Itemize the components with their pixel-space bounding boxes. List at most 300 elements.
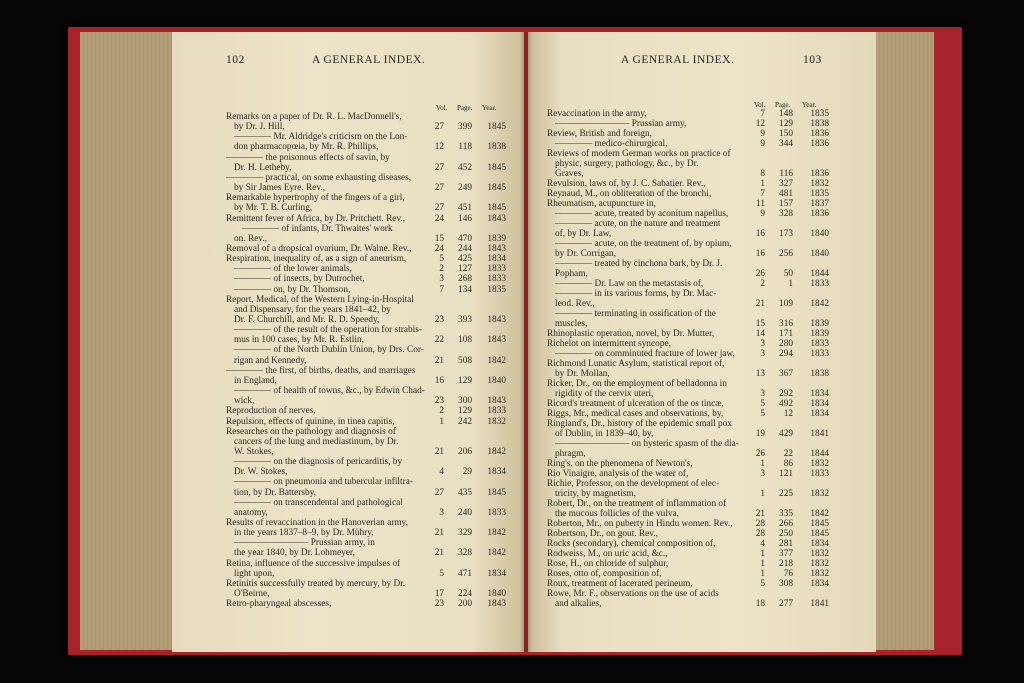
entry-text: in England, [234, 375, 277, 386]
entry-year: 1833 [810, 349, 829, 359]
entry-volume: 15 [434, 233, 444, 244]
entry-text: Rocks (secondary), chemical composition of, [547, 539, 716, 549]
entry-page: 171 [779, 329, 793, 339]
entry-year: 1832 [810, 549, 829, 559]
entry-volume: 27 [434, 162, 444, 173]
entry-page: 129 [458, 406, 472, 417]
entry-text: ———— acute, on the nature and treatment [555, 219, 721, 229]
entry-text: Reviews of modern German works on practice of [547, 149, 731, 159]
entry-text: Rodweiss, M., on uric acid, &c., [547, 549, 668, 559]
entry-year: 1832 [810, 489, 829, 499]
entry-text: Robertson, Dr., on gout. Rev., [547, 529, 658, 539]
entry-year: 1845 [810, 519, 829, 529]
entry-volume: 24 [434, 213, 444, 224]
entry-text: Rhinoplastic operation, novel, by Dr. Mutter, [547, 329, 715, 339]
entry-volume: 1 [760, 489, 765, 499]
entry-volume: 16 [755, 229, 765, 239]
entry-text: Roberton, Mr., on puberty in Hindu women. Rev., [547, 519, 733, 529]
entry-text: Ring's, on the phenomena of Newton's, [547, 459, 693, 469]
entry-page: 470 [458, 233, 472, 244]
entry-volume: 12 [434, 142, 444, 153]
entry-year: 1845 [487, 183, 506, 194]
entry-volume: 23 [434, 599, 444, 610]
entry-year: 1840 [487, 589, 506, 600]
entry-volume: 23 [434, 396, 444, 407]
entry-year: 1838 [487, 142, 506, 153]
entry-text: O'Beirne, [234, 589, 270, 600]
entry-text: wick, [234, 396, 255, 407]
entry-text: of Dublin, in 1839–40, by, [555, 429, 654, 439]
entry-text: W. Stokes, [234, 446, 274, 457]
entry-text: Richelot on intermittent syncope, [547, 339, 671, 349]
entry-year: 1839 [810, 319, 829, 329]
right-page-number: 103 [803, 54, 822, 66]
entry-volume: 3 [760, 469, 765, 479]
entry-page: 12 [783, 409, 793, 419]
entry-year: 1845 [487, 203, 506, 214]
entry-text: Revaccination in the army, [547, 109, 647, 119]
entry-volume: 27 [434, 487, 444, 498]
entry-year: 1844 [810, 449, 829, 459]
entry-text: by Dr. Mollan, [555, 369, 610, 379]
entry-text: ———— of the lower animals, [234, 264, 352, 275]
entry-year: 1835 [810, 189, 829, 199]
entry-page: 206 [458, 446, 472, 457]
entry-text: Richmond Lunatic Asylum, statistical report of, [547, 359, 725, 369]
entry-year: 1840 [810, 249, 829, 259]
entry-year: 1836 [810, 169, 829, 179]
entry-text: ———— on the diagnosis of pericarditis, by [234, 457, 403, 468]
entry-year: 1842 [487, 548, 506, 559]
entry-text: Popham, [555, 269, 588, 279]
entry-year: 1843 [487, 396, 506, 407]
entry-text: Remarkable hypertrophy of the fingers of a girl, [226, 193, 405, 204]
entry-year: 1843 [487, 335, 506, 346]
entry-year: 1841 [810, 429, 829, 439]
entry-year: 1842 [487, 446, 506, 457]
entry-text: Reproduction of nerves, [226, 406, 316, 417]
entry-text: by Mr. T. B. Curling, [234, 203, 313, 214]
entry-year: 1834 [810, 539, 829, 549]
entry-year: 1832 [810, 459, 829, 469]
entry-text: Remittent fever of Africa, by Dr. Pritchett. Rev., [226, 213, 406, 224]
entry-year: 1839 [487, 233, 506, 244]
entry-text: Retinitis successfully treated by mercury, by Dr. [226, 578, 406, 589]
entry-volume: 5 [439, 254, 444, 265]
entry-text: Robert, Dr., on the treatment of inflammation of [547, 499, 727, 509]
entry-year: 1842 [810, 509, 829, 519]
entry-page: 86 [783, 459, 793, 469]
entry-text: Roses, otto of, composition of, [547, 569, 662, 579]
entry-text: and Dispensary, for the years 1841–42, by [234, 304, 391, 315]
entry-volume: 1 [439, 416, 444, 427]
entry-text: Ricord's treatment of ulceration of the os tincæ, [547, 399, 724, 409]
entry-text: rigidity of the cervix uteri, [555, 389, 654, 399]
entry-text: ———— of infants, Dr. Thwaites' work [242, 223, 393, 234]
entry-page: 127 [458, 264, 472, 275]
entry-page: 266 [779, 519, 793, 529]
entry-volume: 5 [439, 568, 444, 579]
entry-year: 1832 [810, 559, 829, 569]
entry-text: Dr. W. Stokes, [234, 467, 288, 478]
entry-page: 146 [458, 213, 472, 224]
entry-year: 1840 [487, 375, 506, 386]
entry-volume: 5 [760, 409, 765, 419]
entry-page: 328 [779, 209, 793, 219]
entry-volume: 19 [755, 429, 765, 439]
entry-year: 1834 [487, 254, 506, 265]
left-col-vol: Vol. [436, 104, 448, 112]
entry-year: 1832 [810, 569, 829, 579]
entry-volume: 4 [439, 467, 444, 478]
entry-text: ———— on comminuted fracture of lower jaw, [555, 349, 735, 359]
entry-text: the year 1840, by Dr. Lohmeyer, [234, 548, 355, 559]
entry-year: 1834 [810, 409, 829, 419]
entry-page: 249 [458, 183, 472, 194]
right-index-entries [547, 109, 829, 614]
entry-text: by Dr. J. Hill, [234, 122, 285, 133]
entry-text: in the years 1837–8–9, by Dr. Mühry, [234, 528, 374, 539]
entry-page: 224 [458, 589, 472, 600]
entry-page: 225 [779, 489, 793, 499]
entry-volume: 2 [439, 264, 444, 275]
entry-text: ———— on pneumonia and tubercular infiltra- [234, 477, 413, 488]
entry-year: 1833 [487, 406, 506, 417]
entry-year: 1834 [810, 389, 829, 399]
entry-year: 1845 [487, 122, 506, 133]
entry-page: 277 [779, 599, 793, 609]
entry-volume: 13 [755, 369, 765, 379]
entry-year: 1843 [487, 213, 506, 224]
page-edges-right [872, 32, 934, 650]
entry-volume: 7 [760, 109, 765, 119]
entry-page: 250 [779, 529, 793, 539]
entry-page: 121 [779, 469, 793, 479]
entry-volume: 17 [434, 589, 444, 600]
entry-page: 344 [779, 139, 793, 149]
entry-page: 328 [458, 548, 472, 559]
entry-volume: 3 [760, 389, 765, 399]
entry-volume: 1 [760, 569, 765, 579]
right-running-title: A GENERAL INDEX. [621, 54, 735, 66]
entry-volume: 16 [434, 375, 444, 386]
entry-text: ———— the poisonous effects of savin, by [226, 152, 390, 163]
entry-text: Remarks on a paper of Dr. R. L. MacDonnell's, [226, 112, 402, 122]
entry-volume: 15 [755, 319, 765, 329]
entry-text: ———— of the North Dublin Union, by Drs. Cor- [234, 345, 424, 356]
entry-year: 1836 [810, 139, 829, 149]
entry-volume: 2 [760, 279, 765, 289]
entry-text: ———— Dr. Law on the metastasis of, [555, 279, 704, 289]
entry-volume: 27 [434, 203, 444, 214]
entry-text: Roux, treatment of lacerated perineum, [547, 579, 693, 589]
entry-page: 116 [779, 169, 793, 179]
entry-volume: 21 [755, 509, 765, 519]
entry-text: Removal of a dropsical ovarium, Dr. Walne. Rev., [226, 243, 412, 254]
entry-volume: 9 [760, 129, 765, 139]
entry-year: 1842 [487, 528, 506, 539]
entry-page: 425 [458, 254, 472, 265]
entry-page: 50 [783, 269, 793, 279]
entry-volume: 18 [755, 599, 765, 609]
entry-text: Respiration, inequality of, as a sign of aneurism, [226, 254, 407, 265]
entry-text: don pharmacopœia, by Mr. R. Phillips, [234, 142, 379, 153]
entry-year: 1838 [810, 369, 829, 379]
entry-text: ———————— on hysteric spasm of the dia- [555, 439, 739, 449]
entry-year: 1833 [487, 264, 506, 275]
entry-page: 242 [458, 416, 472, 427]
entry-page: 435 [458, 487, 472, 498]
entry-page: 492 [779, 399, 793, 409]
entry-page: 157 [779, 199, 793, 209]
entry-text: ———— of the result of the operation for strabis- [234, 325, 422, 336]
entry-text: Dr. H. Letheby, [234, 162, 292, 173]
entry-year: 1833 [810, 469, 829, 479]
entry-page: 508 [458, 355, 472, 366]
entry-text: cancers of the lung and mediastinum, by Dr. [234, 436, 399, 447]
entry-volume: 11 [756, 199, 765, 209]
right-col-page: Page. [775, 101, 791, 109]
entry-page: 335 [779, 509, 793, 519]
entry-text: ———— treated by cinchona bark, by Dr. J. [555, 259, 723, 269]
entry-year: 1832 [487, 416, 506, 427]
entry-year: 1843 [487, 315, 506, 325]
entry-volume: 23 [434, 315, 444, 325]
entry-text: Richie, Professor, on the development of elec- [547, 479, 720, 489]
entry-text: ———————— Prussian army, in [234, 538, 375, 549]
entry-text: mus in 100 cases, by Mr. R. Estlin, [234, 335, 364, 346]
entry-text: Retina, influence of the successive impulses of [226, 558, 401, 569]
entry-volume: 7 [439, 284, 444, 295]
index-entry [226, 599, 506, 610]
entry-volume: 1 [760, 549, 765, 559]
entry-page: 268 [458, 274, 472, 285]
entry-volume: 24 [434, 243, 444, 254]
entry-page: 452 [458, 162, 472, 173]
entry-page: 280 [779, 339, 793, 349]
book-gutter [520, 32, 532, 652]
entry-volume: 27 [434, 183, 444, 194]
entry-page: 118 [458, 142, 472, 153]
entry-year: 1835 [810, 109, 829, 119]
entry-text: ———— practical, on some exhausting diseases, [226, 172, 412, 183]
entry-volume: 3 [760, 349, 765, 359]
entry-volume: 21 [434, 548, 444, 559]
entry-year: 1841 [810, 599, 829, 609]
entry-text: Report, Medical, of the Western Lying-in-Hospital [226, 294, 414, 305]
entry-year: 1837 [810, 199, 829, 209]
entry-text: light upon, [234, 568, 275, 579]
entry-year: 1840 [810, 229, 829, 239]
entry-text: tricity, by magnetism, [555, 489, 636, 499]
entry-year: 1833 [487, 507, 506, 518]
entry-text: muscles, [555, 319, 588, 329]
entry-volume: 28 [755, 529, 765, 539]
entry-volume: 2 [439, 406, 444, 417]
entry-volume: 21 [434, 446, 444, 457]
entry-page: 481 [779, 189, 793, 199]
entry-text: leod. Rev., [555, 299, 595, 309]
entry-year: 1843 [487, 243, 506, 254]
entry-year: 1833 [810, 339, 829, 349]
entry-text: Graves, [555, 169, 584, 179]
entry-year: 1842 [810, 299, 829, 309]
entry-page: 129 [458, 375, 472, 386]
entry-text: ———— on, by Dr. Thomson, [234, 284, 351, 295]
entry-volume: 27 [434, 122, 444, 133]
entry-page: 256 [779, 249, 793, 259]
entry-volume: 7 [760, 189, 765, 199]
entry-volume: 21 [434, 355, 444, 366]
entry-text: ———— acute, treated by aconitum napellus, [555, 209, 729, 219]
entry-volume: 14 [755, 329, 765, 339]
entry-year: 1843 [487, 599, 506, 610]
entry-year: 1844 [810, 269, 829, 279]
entry-volume: 4 [760, 539, 765, 549]
entry-year: 1833 [487, 274, 506, 285]
entry-page: 327 [779, 179, 793, 189]
entry-year: 1838 [810, 119, 829, 129]
entry-text: physic, surgery, pathology, &c., by Dr. [555, 159, 699, 169]
entry-text: Rio Vinaigre, analysis of the water of, [547, 469, 689, 479]
entry-volume: 5 [760, 579, 765, 589]
entry-volume: 1 [760, 559, 765, 569]
entry-text: ———— on transcendental and pathological [234, 497, 403, 508]
entry-page: 429 [779, 429, 793, 439]
entry-volume: 9 [760, 139, 765, 149]
entry-volume: 16 [755, 249, 765, 259]
left-col-page: Page. [457, 104, 473, 112]
entry-volume: 9 [760, 209, 765, 219]
entry-page: 377 [779, 549, 793, 559]
entry-volume: 26 [755, 449, 765, 459]
entry-page: 148 [779, 109, 793, 119]
entry-page: 399 [458, 122, 472, 133]
entry-text: Review, British and foreign, [547, 129, 652, 139]
entry-text: ———— the first, of births, deaths, and marriages [226, 365, 416, 376]
entry-volume: 21 [434, 528, 444, 539]
entry-year: 1833 [810, 279, 829, 289]
entry-volume: 22 [434, 335, 444, 346]
entry-text: ———— of health of towns, &c., by Edwin Chad- [234, 386, 425, 397]
entry-page: 76 [783, 569, 793, 579]
entry-page: 300 [458, 396, 472, 407]
entry-volume: 1 [760, 459, 765, 469]
entry-page: 134 [458, 284, 472, 295]
page-edges-left [80, 32, 175, 650]
entry-page: 200 [458, 599, 472, 610]
entry-text: Rheumatism, acupuncture in, [547, 199, 656, 209]
entry-year: 1834 [487, 467, 506, 478]
entry-page: 451 [458, 203, 472, 214]
entry-text: ———————— Prussian army, [555, 119, 687, 129]
entry-year: 1842 [487, 355, 506, 366]
entry-page: 294 [779, 349, 793, 359]
entry-text: by Dr. Corrigan, [555, 249, 616, 259]
entry-year: 1834 [487, 568, 506, 579]
entry-text: Ricker, Dr., on the employment of belladonna in [547, 379, 727, 389]
entry-text: ———— in its various forms, by Dr. Mac- [555, 289, 717, 299]
entry-text: rigan and Kennedy, [234, 355, 307, 366]
entry-page: 329 [458, 528, 472, 539]
entry-year: 1835 [487, 284, 506, 295]
entry-page: 393 [458, 315, 472, 325]
entry-text: Dr. F. Churchill, and Mr. R. D. Speedy, [234, 315, 380, 325]
entry-text: Ringland's, Dr., history of the epidemic small pox [547, 419, 733, 429]
entry-page: 108 [458, 335, 472, 346]
entry-text: on. Rev., [234, 233, 267, 244]
left-running-title: A GENERAL INDEX. [312, 54, 426, 66]
entry-page: 308 [779, 579, 793, 589]
entry-text: Rowe, Mr. F., observations on the use of acids [547, 589, 719, 599]
entry-page: 173 [779, 229, 793, 239]
entry-volume: 3 [439, 274, 444, 285]
entry-year: 1845 [810, 529, 829, 539]
entry-volume: 3 [439, 507, 444, 518]
entry-text: Riggs, Mr., medical cases and observations, by, [547, 409, 724, 419]
entry-page: 218 [779, 559, 793, 569]
entry-text: Repulsion, effects of quinine, in tinea capitis, [226, 416, 395, 427]
entry-text: Rose, H., on chloride of sulphur, [547, 559, 669, 569]
entry-page: 129 [779, 119, 793, 129]
entry-page: 150 [779, 129, 793, 139]
entry-volume: 1 [760, 179, 765, 189]
entry-volume: 3 [760, 339, 765, 349]
right-col-year: Year. [802, 101, 817, 109]
entry-page: 109 [779, 299, 793, 309]
entry-volume: 21 [755, 299, 765, 309]
entry-text: Reynaud, M., on obliteration of the bronchi, [547, 189, 712, 199]
entry-page: 244 [458, 243, 472, 254]
entry-text: and alkalies, [555, 599, 602, 609]
entry-text: by Sir James Eyre. Rev., [234, 183, 326, 194]
entry-text: of, by Dr. Law, [555, 229, 612, 239]
entry-year: 1836 [810, 209, 829, 219]
entry-page: 471 [458, 568, 472, 579]
left-page-number: 102 [226, 54, 245, 66]
entry-year: 1839 [810, 329, 829, 339]
entry-text: ———— of insects, by Dutrochet, [234, 274, 365, 285]
entry-volume: 28 [755, 519, 765, 529]
entry-page: 316 [779, 319, 793, 329]
right-col-vol: Vol. [754, 101, 766, 109]
left-col-year: Year. [482, 104, 497, 112]
entry-page: 292 [779, 389, 793, 399]
entry-page: 240 [458, 507, 472, 518]
index-entry [547, 599, 829, 610]
entry-year: 1834 [810, 579, 829, 589]
entry-text: ———— acute, on the treatment of, by opium, [555, 239, 732, 249]
entry-volume: 12 [755, 119, 765, 129]
entry-year: 1836 [810, 129, 829, 139]
entry-year: 1845 [487, 487, 506, 498]
entry-page: 22 [783, 449, 793, 459]
entry-year: 1834 [810, 399, 829, 409]
entry-text: ———— Mr. Aldridge's criticism on the Lon- [234, 132, 408, 143]
entry-text: Retro-pharyngeal abscesses, [226, 599, 332, 610]
entry-page: 29 [462, 467, 472, 478]
entry-text: ———— terminating in ossification of the [555, 309, 716, 319]
entry-text: ———— medico-chirurgical, [555, 139, 668, 149]
left-index-entries [226, 112, 506, 612]
entry-text: the mucous follicles of the vulva, [555, 509, 679, 519]
entry-text: Researches on the pathology and diagnosis of [226, 426, 396, 437]
entry-year: 1832 [810, 179, 829, 189]
entry-page: 367 [779, 369, 793, 379]
entry-page: 281 [779, 539, 793, 549]
entry-text: Results of revaccination in the Hanoverian army, [226, 518, 408, 528]
entry-text: Revulsion, laws of, by J. C. Sabatier. Rev., [547, 179, 706, 189]
